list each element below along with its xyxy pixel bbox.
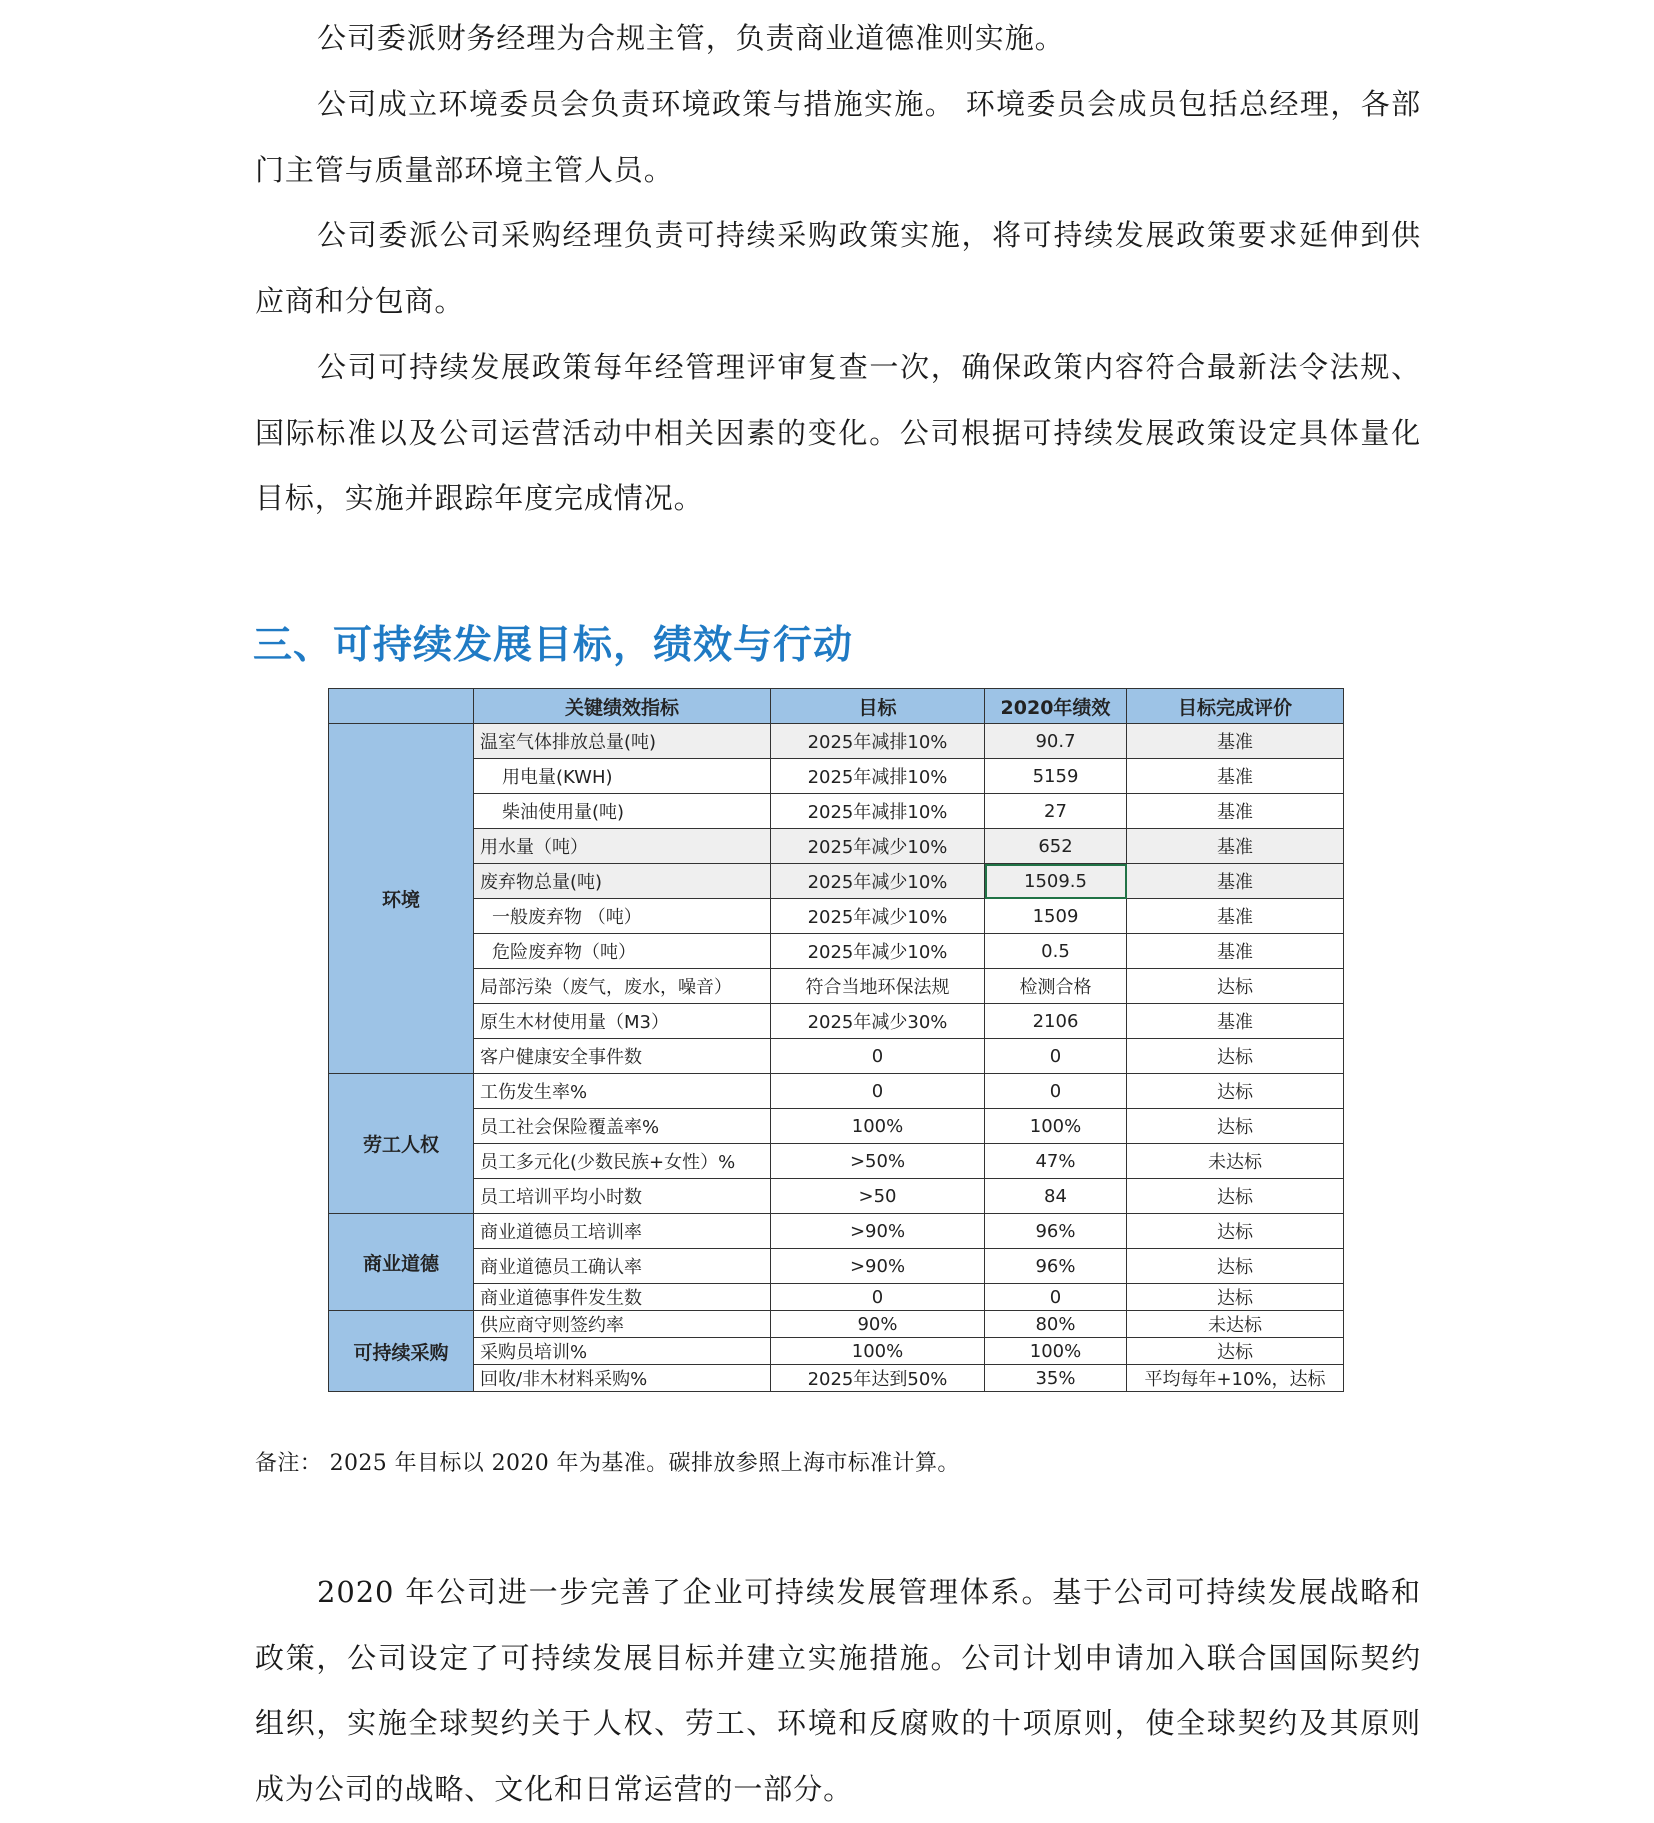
target-cell: >90% [771,1214,985,1249]
category-cell: 可持续采购 [329,1311,474,1392]
kpi-cell: 原生木材使用量（M3） [474,1004,771,1039]
kpi-cell: 用水量（吨） [474,829,771,864]
target-cell: 2025年减少10% [771,899,985,934]
table-row [329,864,1344,899]
target-cell: 90% [771,1311,985,1338]
target-cell: 100% [771,1109,985,1144]
evaluation-cell: 平均每年+10%，达标 [1127,1365,1344,1392]
evaluation-cell: 达标 [1127,1249,1344,1284]
table-row [329,1214,1344,1249]
paragraph-procurement: 公司委派公司采购经理负责可持续采购政策实施，将可持续发展政策要求延伸到供应商和分包商。 [255,218,1421,318]
kpi-table [328,688,1344,1392]
table-row [329,1284,1344,1311]
evaluation-cell: 未达标 [1127,1311,1344,1338]
paragraph-compliance: 公司委派财务经理为合规主管，负责商业道德准则实施。 [317,21,1065,55]
table-row [329,969,1344,1004]
table-row [329,1109,1344,1144]
evaluation-cell: 基准 [1127,934,1344,969]
evaluation-cell: 基准 [1127,794,1344,829]
performance-cell: 80% [985,1311,1127,1338]
target-cell: 2025年减排10% [771,794,985,829]
kpi-cell: 员工社会保险覆盖率% [474,1109,771,1144]
target-cell: 0 [771,1284,985,1311]
evaluation-cell: 基准 [1127,829,1344,864]
table-row [329,724,1344,759]
kpi-cell: 柴油使用量(吨) [474,794,771,829]
evaluation-cell: 达标 [1127,1179,1344,1214]
table-row [329,1074,1344,1109]
table-row [329,1179,1344,1214]
performance-cell: 96% [985,1249,1127,1284]
evaluation-cell: 达标 [1127,1338,1344,1365]
table-row [329,899,1344,934]
performance-cell: 0 [985,1074,1127,1109]
performance-cell: 检测合格 [985,969,1127,1004]
header-performance: 2020年绩效 [985,689,1127,724]
closing-paragraph: 2020 年公司进一步完善了企业可持续发展管理体系。基于公司可持续发展战略和政策，公司设定了可持续发展目标并建立实施措施。公司计划申请加入联合国国际契约组织，实施全球契约关于人权、劳工、环境和反腐败的十项原则，使全球契约及其原则成为公司的战略、文化和日常运营的一部分。 [255,1575,1421,1807]
evaluation-cell: 达标 [1127,969,1344,1004]
target-cell: 符合当地环保法规 [771,969,985,1004]
kpi-cell: 商业道德员工培训率 [474,1214,771,1249]
target-cell: 2025年减排10% [771,724,985,759]
category-cell: 劳工人权 [329,1074,474,1214]
performance-cell: 47% [985,1144,1127,1179]
performance-cell: 84 [985,1179,1127,1214]
kpi-cell: 工伤发生率% [474,1074,771,1109]
performance-cell: 5159 [985,759,1127,794]
target-cell: 2025年减少10% [771,934,985,969]
table-row [329,934,1344,969]
performance-cell: 1509.5 [985,864,1127,899]
performance-cell: 2106 [985,1004,1127,1039]
target-cell: >50% [771,1144,985,1179]
target-cell: 2025年减少30% [771,1004,985,1039]
evaluation-cell: 基准 [1127,724,1344,759]
table-row [329,829,1344,864]
kpi-cell: 温室气体排放总量(吨) [474,724,771,759]
kpi-cell: 商业道德员工确认率 [474,1249,771,1284]
kpi-cell: 危险废弃物（吨） [474,934,771,969]
header-target: 目标 [771,689,985,724]
target-cell: 100% [771,1338,985,1365]
performance-cell: 0.5 [985,934,1127,969]
table-row [329,1249,1344,1284]
target-cell: 2025年减少10% [771,829,985,864]
target-cell: 2025年减少10% [771,864,985,899]
kpi-cell: 客户健康安全事件数 [474,1039,771,1074]
performance-cell: 96% [985,1214,1127,1249]
kpi-cell: 局部污染（废气，废水，噪音） [474,969,771,1004]
evaluation-cell: 达标 [1127,1284,1344,1311]
kpi-cell: 一般废弃物 （吨） [474,899,771,934]
kpi-cell: 员工培训平均小时数 [474,1179,771,1214]
header-kpi: 关键绩效指标 [474,689,771,724]
evaluation-cell: 达标 [1127,1214,1344,1249]
kpi-cell: 回收/非木材料采购% [474,1365,771,1392]
kpi-cell: 商业道德事件发生数 [474,1284,771,1311]
performance-cell: 1509 [985,899,1127,934]
evaluation-cell: 达标 [1127,1074,1344,1109]
performance-cell: 27 [985,794,1127,829]
paragraph-environment-committee: 公司成立环境委员会负责环境政策与措施实施。 环境委员会成员包括总经理，各部门主管与质量部环境主管人员。 [255,87,1421,187]
evaluation-cell: 基准 [1127,1004,1344,1039]
kpi-cell: 采购员培训% [474,1338,771,1365]
evaluation-cell: 基准 [1127,864,1344,899]
table-header-row [329,689,1344,724]
performance-cell: 100% [985,1338,1127,1365]
performance-cell: 652 [985,829,1127,864]
target-cell: 2025年达到50% [771,1365,985,1392]
table-row [329,1311,1344,1338]
table-body [329,724,1344,1392]
kpi-cell: 员工多元化(少数民族+女性）% [474,1144,771,1179]
section-heading: 三、可持续发展目标，绩效与行动 [253,623,854,668]
table-row [329,794,1344,829]
table-row [329,1004,1344,1039]
evaluation-cell: 未达标 [1127,1144,1344,1179]
table-row [329,1365,1344,1392]
kpi-cell: 废弃物总量(吨) [474,864,771,899]
evaluation-cell: 基准 [1127,759,1344,794]
category-cell: 商业道德 [329,1214,474,1311]
target-cell: >90% [771,1249,985,1284]
performance-cell: 0 [985,1039,1127,1074]
kpi-cell: 用电量(KWH) [474,759,771,794]
target-cell: 0 [771,1074,985,1109]
header-evaluation: 目标完成评价 [1127,689,1344,724]
paragraph-policy-review: 公司可持续发展政策每年经管理评审复查一次，确保政策内容符合最新法令法规、国际标准以及公司运营活动中相关因素的变化。公司根据可持续发展政策设定具体量化目标，实施并跟踪年度完成情况。 [255,350,1421,516]
table-note: 备注： 2025 年目标以 2020 年为基准。碳排放参照上海市标准计算。 [255,1451,960,1476]
category-cell: 环境 [329,724,474,1074]
table-row [329,1338,1344,1365]
performance-cell: 100% [985,1109,1127,1144]
performance-cell: 35% [985,1365,1127,1392]
table-row [329,1144,1344,1179]
performance-cell: 90.7 [985,724,1127,759]
performance-cell: 0 [985,1284,1127,1311]
table-row [329,759,1344,794]
evaluation-cell: 基准 [1127,899,1344,934]
evaluation-cell: 达标 [1127,1109,1344,1144]
evaluation-cell: 达标 [1127,1039,1344,1074]
target-cell: 0 [771,1039,985,1074]
kpi-cell: 供应商守则签约率 [474,1311,771,1338]
target-cell: 2025年减排10% [771,759,985,794]
header-category [329,689,474,724]
table-row [329,1039,1344,1074]
target-cell: >50 [771,1179,985,1214]
